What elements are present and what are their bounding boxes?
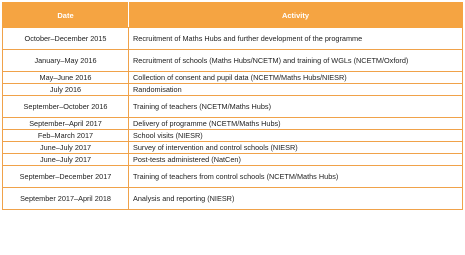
row-activity: Training of teachers from control schools (NCETM/Maths Hubs) bbox=[129, 166, 463, 188]
row-activity: Training of teachers (NCETM/Maths Hubs) bbox=[129, 96, 463, 118]
table-row bbox=[3, 166, 463, 188]
row-date: May–June 2016 bbox=[3, 72, 129, 84]
row-date: Feb–March 2017 bbox=[3, 130, 129, 142]
table-row bbox=[3, 96, 463, 118]
row-date: July 2016 bbox=[3, 84, 129, 96]
table-row bbox=[3, 72, 463, 84]
row-date: September–April 2017 bbox=[3, 118, 129, 130]
table-row bbox=[3, 130, 463, 142]
row-activity: Delivery of programme (NCETM/Maths Hubs) bbox=[129, 118, 463, 130]
row-date: June–July 2017 bbox=[3, 154, 129, 166]
row-date: January–May 2016 bbox=[3, 50, 129, 72]
timeline-table-container bbox=[2, 2, 462, 210]
table-row bbox=[3, 50, 463, 72]
table-row bbox=[3, 118, 463, 130]
timeline-table bbox=[2, 2, 463, 210]
row-activity: School visits (NIESR) bbox=[129, 130, 463, 142]
row-activity: Post-tests administered (NatCen) bbox=[129, 154, 463, 166]
table-header-row bbox=[3, 3, 463, 28]
header-date: Date bbox=[3, 3, 129, 28]
row-activity: Collection of consent and pupil data (NCETM/Maths Hubs/NIESR) bbox=[129, 72, 463, 84]
table-row bbox=[3, 154, 463, 166]
header-activity: Activity bbox=[129, 3, 463, 28]
table-row bbox=[3, 28, 463, 50]
row-activity: Recruitment of schools (Maths Hubs/NCETM) and training of WGLs (NCETM/Oxford) bbox=[129, 50, 463, 72]
row-activity: Analysis and reporting (NIESR) bbox=[129, 188, 463, 210]
row-date: September–October 2016 bbox=[3, 96, 129, 118]
row-date: September 2017–April 2018 bbox=[3, 188, 129, 210]
row-activity: Recruitment of Maths Hubs and further development of the programme bbox=[129, 28, 463, 50]
table-row bbox=[3, 142, 463, 154]
table-row bbox=[3, 84, 463, 96]
row-date: June–July 2017 bbox=[3, 142, 129, 154]
table-row bbox=[3, 188, 463, 210]
row-date: October–December 2015 bbox=[3, 28, 129, 50]
row-date: September–December 2017 bbox=[3, 166, 129, 188]
row-activity: Randomisation bbox=[129, 84, 463, 96]
row-activity: Survey of intervention and control schools (NIESR) bbox=[129, 142, 463, 154]
